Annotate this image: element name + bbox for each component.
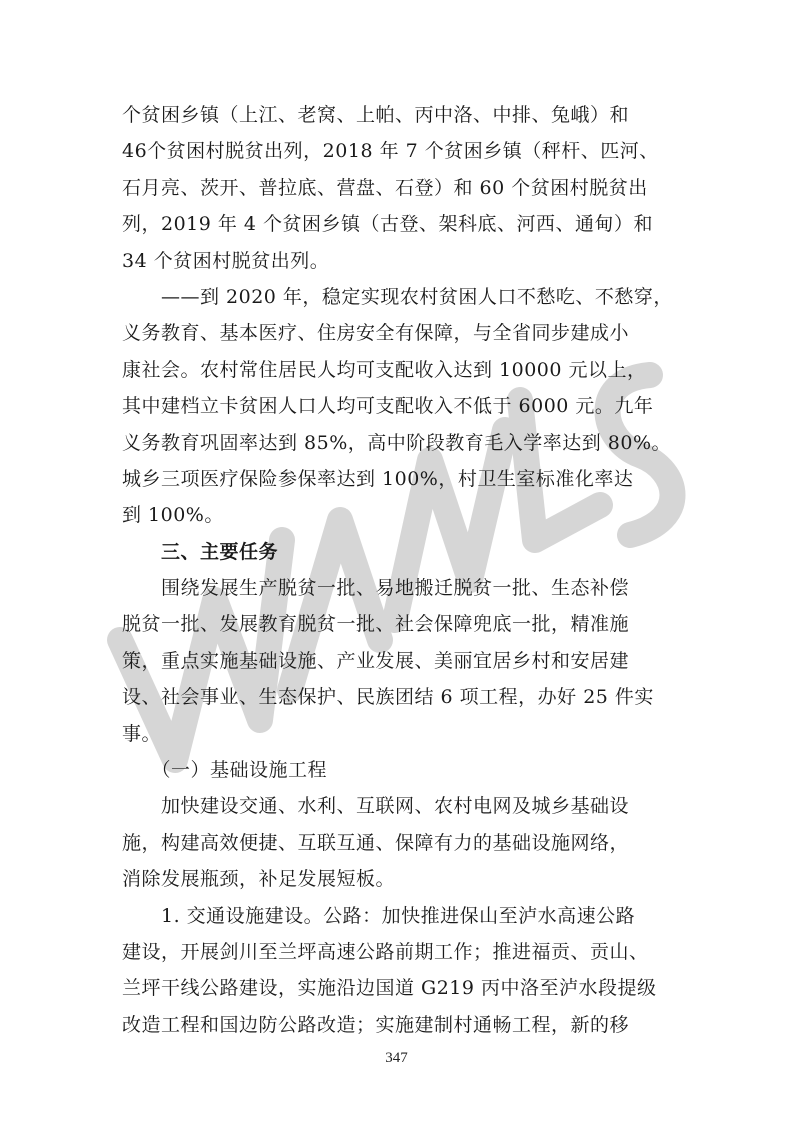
text-line: 施，构建高效便捷、互联互通、保障有力的基础设施网络， bbox=[122, 831, 630, 854]
text-line: 设、社会事业、生态保护、民族团结 6 项工程，办好 25 件实 bbox=[122, 686, 654, 709]
text-line: 义务教育巩固率达到 85%，高中阶段教育毛入学率达到 80%。 bbox=[122, 431, 672, 454]
text-line: 义务教育、基本医疗、住房安全有保障，与全省同步建成小 bbox=[122, 322, 630, 345]
subsection-heading: （一）基础设施工程 bbox=[122, 759, 328, 782]
text-line: 事。 bbox=[122, 722, 162, 745]
text-line: 围绕发展生产脱贫一批、易地搬迁脱贫一批、生态补偿 bbox=[122, 577, 630, 600]
text-line: ——到 2020 年，稳定实现农村贫困人口不愁吃、不愁穿， bbox=[122, 285, 673, 308]
text-line: 建设，开展剑川至兰坪高速公路前期工作；推进福贡、贡山、 bbox=[122, 940, 649, 963]
text-line: 46个贫困村脱贫出列，2018 年 7 个贫困乡镇（秤杆、匹河、 bbox=[122, 140, 659, 163]
page-number: 347 bbox=[385, 1050, 408, 1066]
text-line: 城乡三项医疗保险参保率达到 100%，村卫生室标准化率达 bbox=[122, 467, 634, 490]
body-text bbox=[122, 97, 682, 1043]
text-line: 列，2019 年 4 个贫困乡镇（古登、架科底、河西、通甸）和 bbox=[122, 213, 654, 236]
text-line: 消除发展瓶颈，补足发展短板。 bbox=[122, 868, 396, 891]
text-line: 改造工程和国边防公路改造；实施建制村通畅工程，新的移 bbox=[122, 1013, 630, 1036]
text-line: 策，重点实施基础设施、产业发展、美丽宜居乡村和安居建 bbox=[122, 649, 630, 672]
text-line: 1. 交通设施建设。公路：加快推进保山至泸水高速公路 bbox=[122, 904, 636, 927]
section-heading: 三、主要任务 bbox=[122, 540, 279, 563]
text-line: 兰坪干线公路建设，实施沿边国道 G219 丙中洛至泸水段提级 bbox=[122, 977, 657, 1000]
text-line: 石月亮、茨开、普拉底、营盘、石登）和 60 个贫困村脱贫出 bbox=[122, 176, 648, 199]
text-line: 脱贫一批、发展教育脱贫一批、社会保障兜底一批，精准施 bbox=[122, 613, 630, 636]
text-line: 到 100%。 bbox=[122, 504, 224, 527]
text-line: 加快建设交通、水利、互联网、农村电网及城乡基础设 bbox=[122, 795, 630, 818]
text-line: 个贫困乡镇（上江、老窝、上帕、丙中洛、中排、兔峨）和 bbox=[122, 104, 630, 126]
text-line: 康社会。农村常住居民人均可支配收入达到 10000 元以上， bbox=[122, 358, 647, 381]
text-line: 34 个贫困村脱贫出列。 bbox=[122, 249, 330, 272]
text-line: 其中建档立卡贫困人口人均可支配收入不低于 6000 元。九年 bbox=[122, 395, 654, 418]
